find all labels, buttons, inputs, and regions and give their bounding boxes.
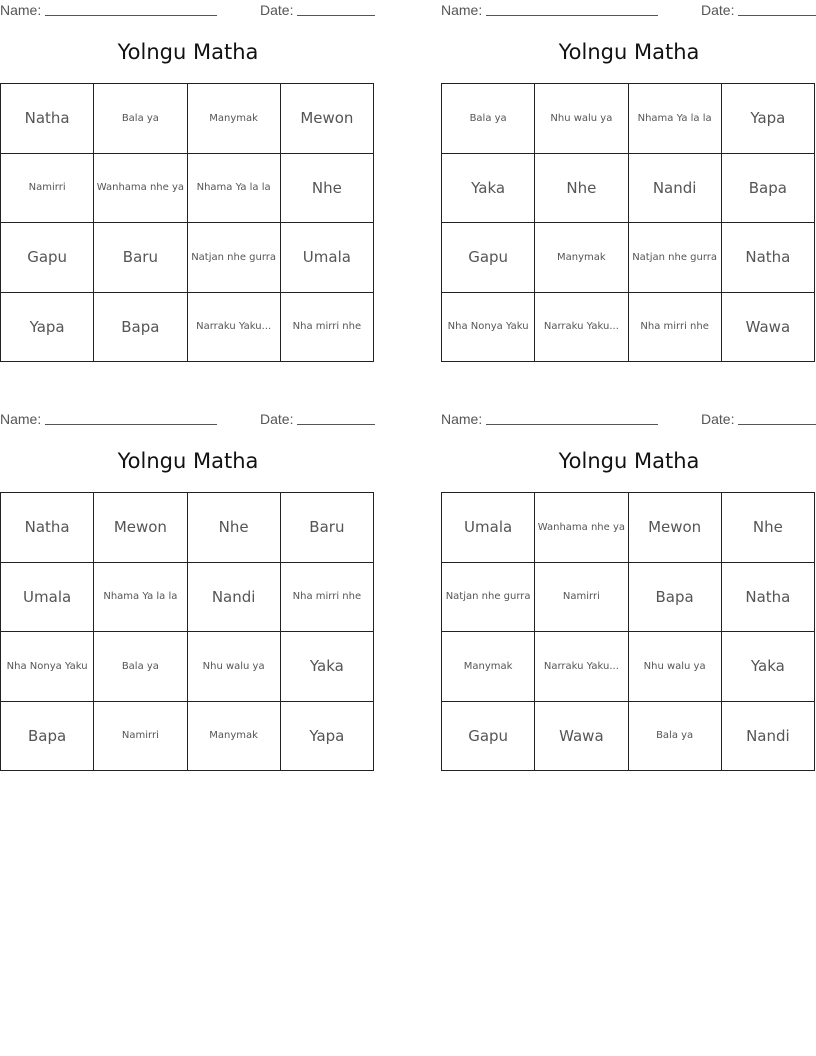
bingo-cell: Nandi xyxy=(722,702,815,772)
name-label: Name: xyxy=(441,411,483,427)
date-label: Date: xyxy=(260,411,294,427)
bingo-cell: Natha xyxy=(722,563,815,633)
bingo-cell: Gapu xyxy=(442,702,535,772)
bingo-cell: Baru xyxy=(281,493,374,563)
bingo-cell: Nhama Ya la la xyxy=(94,563,187,633)
bingo-cell: Bapa xyxy=(94,293,187,363)
bingo-card xyxy=(441,0,816,362)
bingo-cell: Namirri xyxy=(1,154,94,224)
bingo-cell: Yapa xyxy=(281,702,374,772)
bingo-cell: Umala xyxy=(281,223,374,293)
date-label: Date: xyxy=(701,411,735,427)
bingo-cell: Narraku Yaku... xyxy=(535,632,628,702)
bingo-cell: Nha Nonya Yaku xyxy=(1,632,94,702)
bingo-cell: Bapa xyxy=(629,563,722,633)
bingo-cell: Narraku Yaku... xyxy=(535,293,628,363)
name-blank-line[interactable] xyxy=(45,15,217,16)
bingo-cell: Gapu xyxy=(1,223,94,293)
bingo-cell: Mewon xyxy=(94,493,187,563)
bingo-cell: Nha mirri nhe xyxy=(281,293,374,363)
name-blank-line[interactable] xyxy=(486,15,658,16)
bingo-cell: Nhu walu ya xyxy=(188,632,281,702)
bingo-cell: Wanhama nhe ya xyxy=(94,154,187,224)
bingo-card xyxy=(441,409,816,771)
bingo-cell: Manymak xyxy=(188,702,281,772)
bingo-cell: Manymak xyxy=(442,632,535,702)
bingo-grid xyxy=(441,492,815,771)
card-title: Yolngu Matha xyxy=(558,449,700,473)
bingo-cell: Nandi xyxy=(629,154,722,224)
bingo-cell: Nha Nonya Yaku xyxy=(442,293,535,363)
bingo-card xyxy=(0,409,376,771)
bingo-card xyxy=(0,0,376,362)
bingo-cell: Baru xyxy=(94,223,187,293)
bingo-grid xyxy=(0,83,374,362)
bingo-cell: Yaka xyxy=(442,154,535,224)
bingo-cell: Nha mirri nhe xyxy=(629,293,722,363)
card-title: Yolngu Matha xyxy=(117,40,259,64)
name-label: Name: xyxy=(0,2,42,18)
bingo-cell: Bala ya xyxy=(94,84,187,154)
bingo-cell: Manymak xyxy=(188,84,281,154)
bingo-cell: Umala xyxy=(1,563,94,633)
bingo-cell: Bapa xyxy=(722,154,815,224)
bingo-cell: Nandi xyxy=(188,563,281,633)
bingo-cell: Yaka xyxy=(722,632,815,702)
bingo-cell: Namirri xyxy=(535,563,628,633)
bingo-cell: Manymak xyxy=(535,223,628,293)
card-header xyxy=(441,411,816,429)
name-label: Name: xyxy=(0,411,42,427)
bingo-cell: Natha xyxy=(722,223,815,293)
bingo-cell: Nhu walu ya xyxy=(629,632,722,702)
bingo-cell: Narraku Yaku... xyxy=(188,293,281,363)
bingo-cell: Natjan nhe gurra xyxy=(629,223,722,293)
card-header xyxy=(0,411,376,429)
card-title: Yolngu Matha xyxy=(117,449,259,473)
bingo-cell: Nhe xyxy=(722,493,815,563)
date-label: Date: xyxy=(701,2,735,18)
card-title: Yolngu Matha xyxy=(558,40,700,64)
bingo-cell: Nhe xyxy=(188,493,281,563)
bingo-cell: Natjan nhe gurra xyxy=(442,563,535,633)
bingo-cell: Natjan nhe gurra xyxy=(188,223,281,293)
bingo-cell: Nhe xyxy=(535,154,628,224)
bingo-cell: Umala xyxy=(442,493,535,563)
bingo-cell: Bala ya xyxy=(94,632,187,702)
bingo-grid xyxy=(441,83,815,362)
bingo-cell: Nha mirri nhe xyxy=(281,563,374,633)
bingo-cell: Wawa xyxy=(535,702,628,772)
bingo-cell: Wawa xyxy=(722,293,815,363)
bingo-cell: Nhe xyxy=(281,154,374,224)
bingo-cell: Bapa xyxy=(1,702,94,772)
card-header xyxy=(0,2,376,20)
bingo-cell: Yapa xyxy=(722,84,815,154)
bingo-cell: Nhu walu ya xyxy=(535,84,628,154)
date-blank-line[interactable] xyxy=(297,15,375,16)
date-blank-line[interactable] xyxy=(738,15,816,16)
bingo-cell: Gapu xyxy=(442,223,535,293)
bingo-cell: Nhama Ya la la xyxy=(188,154,281,224)
bingo-cell: Yapa xyxy=(1,293,94,363)
name-blank-line[interactable] xyxy=(45,424,217,425)
bingo-cell: Bala ya xyxy=(629,702,722,772)
bingo-cell: Mewon xyxy=(629,493,722,563)
bingo-cell: Wanhama nhe ya xyxy=(535,493,628,563)
name-blank-line[interactable] xyxy=(486,424,658,425)
bingo-grid xyxy=(0,492,374,771)
bingo-cell: Namirri xyxy=(94,702,187,772)
card-header xyxy=(441,2,816,20)
bingo-cell: Natha xyxy=(1,84,94,154)
bingo-cell: Nhama Ya la la xyxy=(629,84,722,154)
bingo-cell: Natha xyxy=(1,493,94,563)
date-blank-line[interactable] xyxy=(297,424,375,425)
name-label: Name: xyxy=(441,2,483,18)
bingo-cell: Mewon xyxy=(281,84,374,154)
bingo-cell: Yaka xyxy=(281,632,374,702)
bingo-cell: Bala ya xyxy=(442,84,535,154)
date-blank-line[interactable] xyxy=(738,424,816,425)
date-label: Date: xyxy=(260,2,294,18)
